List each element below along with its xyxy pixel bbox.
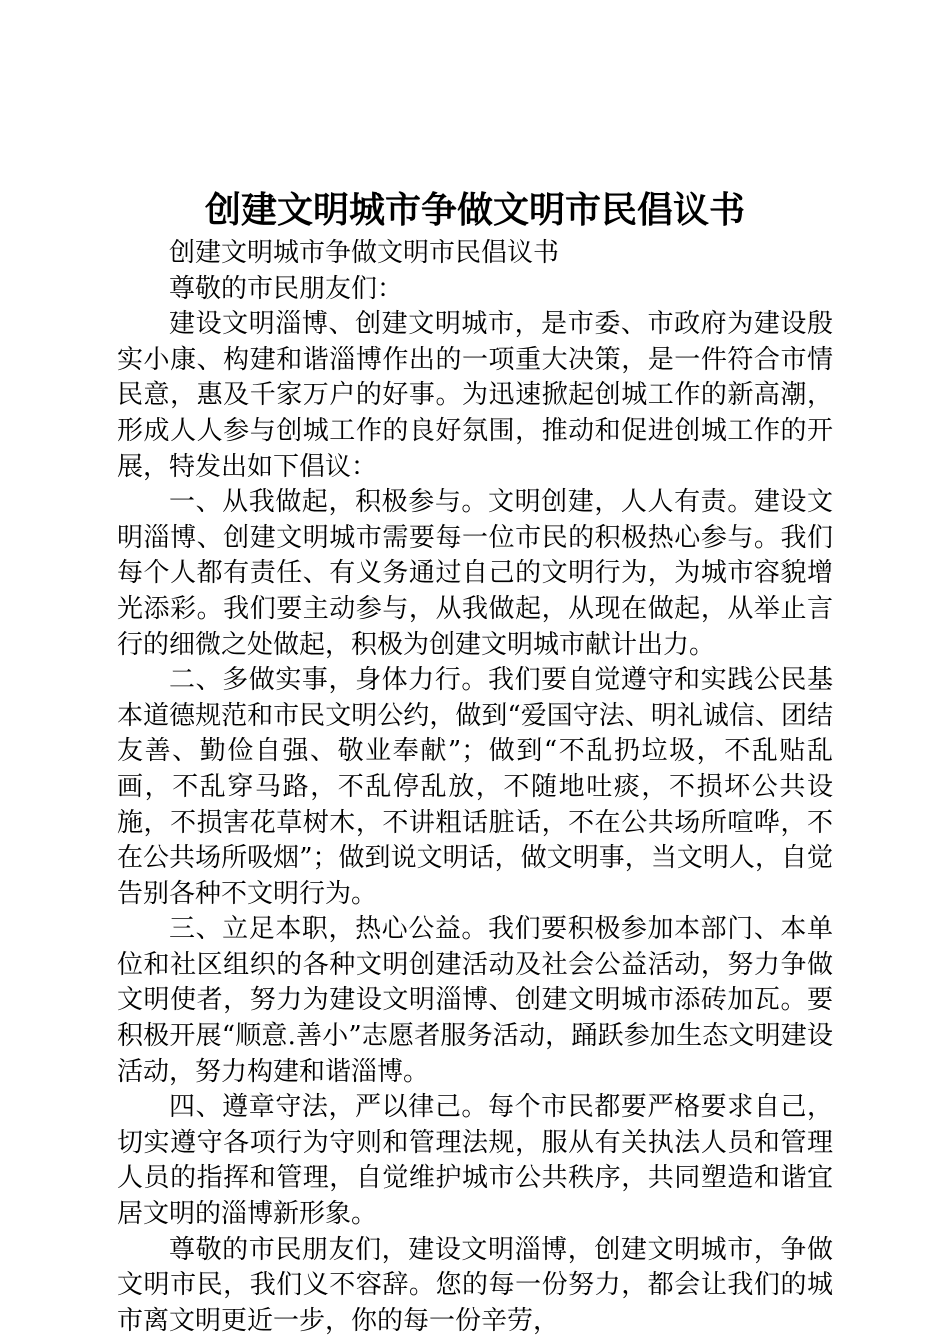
salutation-paragraph: 尊敬的市民朋友们： [169, 273, 404, 304]
closing-paragraph: 尊敬的市民朋友们，建设文明淄博，创建文明城市，争做文明市民，我们义不容辞。您的每一份努力，都会让我们的城市离文明更近一步，你的每一份辛劳， [117, 1234, 833, 1336]
proposal-paragraph-4: 四、遵章守法，严以律己。每个市民都要严格要求自己，切实遵守各项行为守则和管理法规，服从有关执法人员和管理人员的指挥和管理，自觉维护城市公共秩序，共同塑造和谐宜居文明的淄博新形象。 [117, 1092, 833, 1230]
intro-paragraph: 建设文明淄博、创建文明城市，是市委、市政府为建设殷实小康、构建和谐淄博作出的一项重大决策，是一件符合市情民意，惠及千家万户的好事。为迅速掀起创城工作的新高潮，形成人人参与创城工作的良好氛围，推动和促进创城工作的开展，特发出如下倡议： [117, 309, 833, 482]
proposal-paragraph-1: 一、从我做起，积极参与。文明创建，人人有责。建设文明淄博、创建文明城市需要每一位市民的积极热心参与。我们每个人都有责任、有义务通过自己的文明行为，为城市容貌增光添彩。我们要主动参与，从我做起，从现在做起，从举止言行的细微之处做起，积极为创建文明城市献计出力。 [117, 487, 833, 660]
subtitle-paragraph: 创建文明城市争做文明市民倡议书 [169, 238, 560, 268]
document-body [117, 236, 833, 1339]
proposal-paragraph-2: 二、多做实事，身体力行。我们要自觉遵守和实践公民基本道德规范和市民文明公约，做到“爱国守法、明礼诚信、团结友善、勤俭自强、敬业奉献”；做到“不乱扔垃圾，不乱贴乱画，不乱穿马路，不乱停乱放，不随地吐痰，不损坏公共设施，不损害花草树木，不讲粗话脏话，不在公共场所喧哗，不在公共场所吸烟”；做到说文明话，做文明事，当文明人，自觉告别各种不文明行为。 [117, 665, 833, 909]
proposal-paragraph-3: 三、立足本职，热心公益。我们要积极参加本部门、本单位和社区组织的各种文明创建活动及社会公益活动，努力争做文明使者，努力为建设文明淄博、创建文明城市添砖加瓦。要积极开展“顺意.善小”志愿者服务活动，踊跃参加生态文明建设活动，努力构建和谐淄博。 [117, 914, 833, 1087]
document-title: 创建文明城市争做文明市民倡议书 [204, 189, 745, 231]
